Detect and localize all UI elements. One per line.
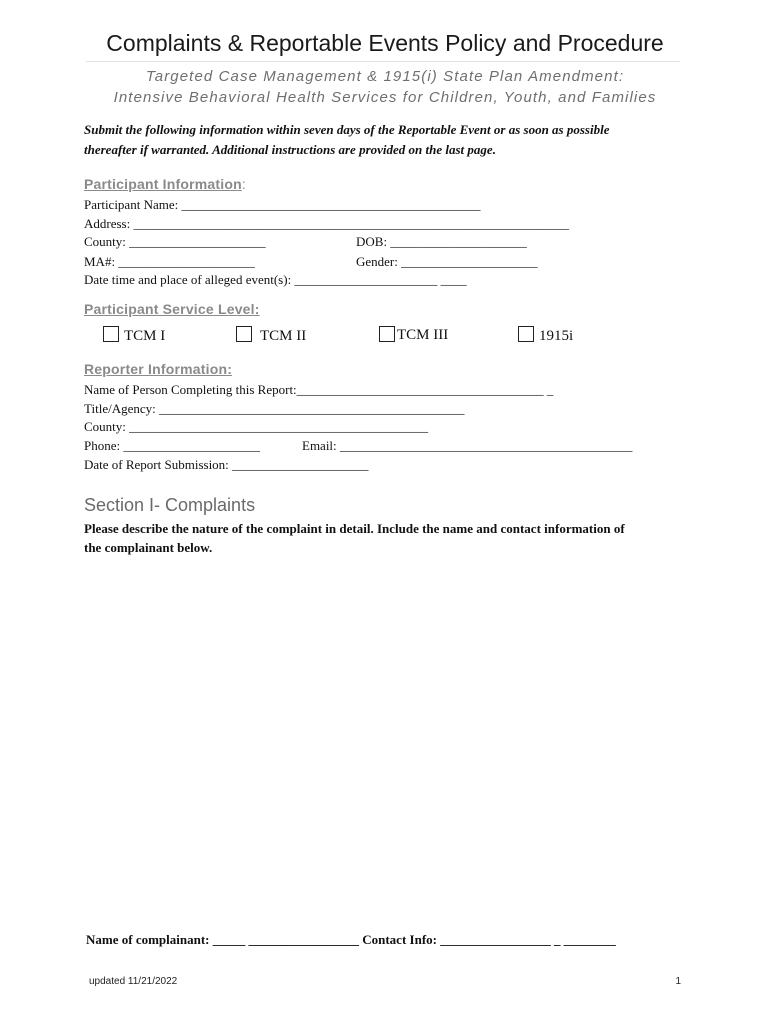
reporter-county-field[interactable]: County: ______________________________________________ <box>84 419 429 434</box>
participant-address-field[interactable]: Address: ___________________________________________________________________ <box>84 216 569 231</box>
instructions-line-2: thereafter if warranted. Additional instructions are provided on the last page. <box>84 142 496 157</box>
checkbox-label-tcm-iii: TCM III <box>397 327 449 343</box>
event-date-time-place-field[interactable]: Date time and place of alleged event(s): ______________________ ____ <box>84 272 467 287</box>
footer-updated-date: updated 11/21/2022 <box>89 976 178 987</box>
checkbox-tcm-ii[interactable] <box>236 326 252 342</box>
section-i-instruction-line-2: the complainant below. <box>84 540 213 555</box>
reporter-information-heading-text: Reporter Information: <box>84 361 233 377</box>
document-title: Complaints & Reportable Events Policy and Procedure <box>106 30 664 56</box>
section-i-title: Section I- Complaints <box>84 495 256 515</box>
reporter-email-field[interactable]: Email: _____________________________________________ <box>302 438 633 453</box>
participant-county-field[interactable]: County: _____________________ <box>84 234 266 249</box>
service-level-heading <box>84 301 260 317</box>
footer-page-number: 1 <box>675 976 681 987</box>
section-i-instruction-line-1: Please describe the nature of the complaint in detail. Include the name and contact information of <box>84 521 625 536</box>
complainant-name-contact-field[interactable]: Name of complainant: _____ _________________ Contact Info: _________________ _ ________ <box>86 932 616 947</box>
participant-gender-field[interactable]: Gender: _____________________ <box>356 254 538 269</box>
participant-name-field[interactable]: Participant Name: ______________________________________________ <box>84 197 481 212</box>
service-level-heading-text: Participant Service Level: <box>84 301 260 317</box>
checkbox-label-1915i: 1915i <box>539 328 574 344</box>
checkbox-tcm-i[interactable] <box>103 326 119 342</box>
reporter-phone-field[interactable]: Phone: _____________________ <box>84 438 260 453</box>
checkbox-1915i[interactable] <box>518 326 534 342</box>
subtitle-line-2: Intensive Behavioral Health Services for Children, Youth, and Families <box>113 89 657 106</box>
subtitle-line-1: Targeted Case Management & 1915(i) State Plan Amendment: <box>145 68 625 85</box>
participant-dob-field[interactable]: DOB: _____________________ <box>356 234 527 249</box>
reporter-title-agency-field[interactable]: Title/Agency: _______________________________________________ <box>84 401 465 416</box>
participant-information-heading-text: Participant Information <box>84 176 242 192</box>
report-submission-date-field[interactable]: Date of Report Submission: _____________________ <box>84 457 369 472</box>
reporter-name-field[interactable]: Name of Person Completing this Report:______________________________________ _ <box>84 382 554 397</box>
checkbox-label-tcm-ii: TCM II <box>260 328 307 344</box>
checkbox-label-tcm-i: TCM I <box>124 328 166 344</box>
participant-ma-field[interactable]: MA#: _____________________ <box>84 254 255 269</box>
instructions-line-1: Submit the following information within seven days of the Reportable Event or as soon as possible <box>84 122 610 137</box>
checkbox-tcm-iii[interactable] <box>379 326 395 342</box>
reporter-information-heading <box>84 361 232 377</box>
participant-information-heading <box>84 176 246 192</box>
title-divider <box>86 61 680 62</box>
section-i-instructions <box>84 519 684 557</box>
submission-instructions <box>84 120 684 160</box>
participant-information-colon: : <box>241 176 246 192</box>
